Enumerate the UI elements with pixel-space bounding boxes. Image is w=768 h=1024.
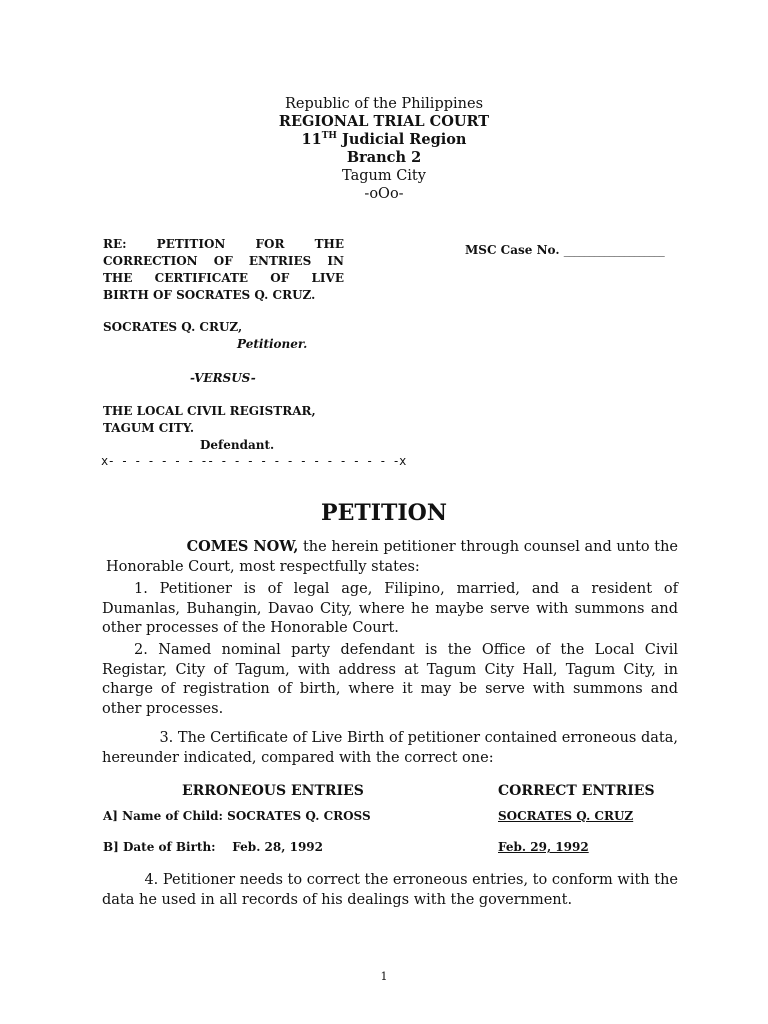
paragraph-1: 1. Petitioner is of legal age, Filipino, married, and a resident of Dumanlas, Buhangin, Davao City, where he maybe serve with summons and other processes of the Honorable Court.	[102, 581, 678, 636]
header-region-text: Judicial Region	[336, 131, 467, 148]
header-region-suffix: TH	[321, 131, 337, 142]
petitioner-name: SOCRATES Q. CRUZ,	[103, 320, 243, 334]
case-number-label: MSC Case No.	[465, 243, 564, 257]
defendant-role: Defendant.	[200, 438, 275, 452]
versus-label: -VERSUS-	[190, 371, 256, 385]
re-line-3: THE CERTIFICATE OF LIVE	[103, 271, 344, 285]
document-title: PETITION	[321, 500, 447, 526]
header-republic: Republic of the Philippines	[284, 96, 484, 112]
header-city: Tagum City	[342, 168, 426, 184]
re-line-1: RE: PETITION FOR THE	[103, 237, 344, 251]
page-number: 1	[380, 970, 388, 983]
entry-row-b-label: B] Date of Birth: Feb. 28, 1992	[103, 840, 324, 854]
petitioner-role: Petitioner.	[237, 337, 308, 351]
paragraph-4-line-2: data he used in all records of his dealings with the government.	[102, 891, 573, 908]
entry-row-a-label: A] Name of Child: SOCRATES Q. CROSS	[103, 809, 371, 823]
re-line-2: CORRECTION OF ENTRIES IN	[103, 254, 344, 268]
correct-entries-header: CORRECT ENTRIES	[498, 783, 655, 799]
header-ornament: -oOo-	[364, 186, 404, 202]
re-line-4: BIRTH OF SOCRATES Q. CRUZ.	[103, 288, 316, 302]
header-branch: Branch 2	[346, 149, 422, 166]
intro-line-2: Honorable Court, most respectfully states:	[106, 558, 420, 575]
paragraph-4-line-1: 4. Petitioner needs to correct the erroneous entries, to conform with the	[144, 872, 678, 888]
header-region-number: 11	[301, 131, 322, 148]
intro-line-1	[102, 537, 678, 558]
header-court: REGIONAL TRIAL COURT	[278, 113, 490, 130]
case-number-blank: ____________________	[563, 243, 664, 257]
header-region	[0, 131, 768, 149]
caption-separator: x- - - - - - - -- - - - - - - - - - - - - - -x	[101, 454, 406, 468]
intro-line-1-rest: the herein petitioner through counsel and unto the	[298, 539, 678, 555]
erroneous-entries-header: ERRONEOUS ENTRIES	[182, 783, 364, 799]
entry-row-b-correct: Feb. 29, 1992	[498, 840, 589, 854]
paragraph-4	[102, 871, 678, 910]
entry-row-a-correct: SOCRATES Q. CRUZ	[498, 809, 634, 823]
intro-paragraph	[102, 537, 678, 577]
defendant-line-2: TAGUM CITY.	[103, 421, 195, 435]
paragraph-3-line-2: hereunder indicated, compared with the correct one:	[102, 749, 494, 766]
case-caption-re	[103, 236, 344, 304]
paragraph-3	[102, 729, 678, 768]
paragraph-2: 2. Named nominal party defendant is the Office of the Local Civil Registar, City of Tagum, with address at Tagum City Hall, Tagum City, in charge of registration of birth, where it may be serve with summons and other processes.	[102, 642, 678, 717]
intro-lead: COMES NOW,	[186, 538, 299, 555]
paragraph-3-line-1: 3. The Certificate of Live Birth of petitioner contained erroneous data,	[159, 730, 678, 746]
case-number	[465, 242, 664, 259]
defendant-line-1: THE LOCAL CIVIL REGISTRAR,	[103, 404, 316, 418]
